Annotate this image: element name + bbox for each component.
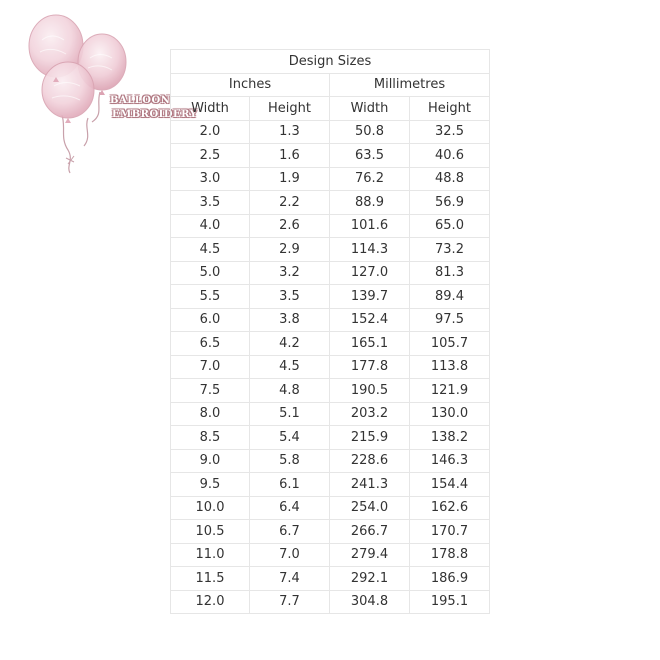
cell-mm-height: 178.8 (410, 543, 490, 567)
table-row (171, 261, 490, 285)
balloons-icon (22, 10, 152, 175)
cell-mm-width: 177.8 (330, 355, 410, 379)
table-row (171, 449, 490, 473)
cell-inches-width: 6.0 (171, 308, 250, 332)
table-row (171, 496, 490, 520)
cell-mm-height: 170.7 (410, 520, 490, 544)
design-sizes-table (170, 49, 490, 614)
cell-inches-height: 2.2 (250, 191, 330, 215)
cell-inches-height: 1.3 (250, 120, 330, 144)
cell-inches-height: 1.6 (250, 144, 330, 168)
table-row (171, 543, 490, 567)
cell-inches-width: 2.5 (171, 144, 250, 168)
cell-mm-width: 127.0 (330, 261, 410, 285)
cell-mm-width: 139.7 (330, 285, 410, 309)
cell-inches-width: 4.5 (171, 238, 250, 262)
cell-inches-height: 6.1 (250, 473, 330, 497)
cell-mm-height: 113.8 (410, 355, 490, 379)
cell-mm-width: 50.8 (330, 120, 410, 144)
cell-mm-height: 195.1 (410, 590, 490, 614)
cell-inches-width: 5.0 (171, 261, 250, 285)
cell-mm-width: 254.0 (330, 496, 410, 520)
column-header-mm-height: Height (410, 97, 490, 121)
cell-mm-width: 101.6 (330, 214, 410, 238)
column-header-mm-width: Width (330, 97, 410, 121)
cell-mm-width: 203.2 (330, 402, 410, 426)
cell-mm-width: 190.5 (330, 379, 410, 403)
cell-inches-height: 5.8 (250, 449, 330, 473)
cell-mm-width: 266.7 (330, 520, 410, 544)
cell-mm-width: 76.2 (330, 167, 410, 191)
cell-inches-height: 2.6 (250, 214, 330, 238)
cell-mm-width: 114.3 (330, 238, 410, 262)
table-row (171, 473, 490, 497)
cell-mm-width: 292.1 (330, 567, 410, 591)
cell-inches-height: 1.9 (250, 167, 330, 191)
cell-mm-height: 40.6 (410, 144, 490, 168)
cell-mm-width: 165.1 (330, 332, 410, 356)
cell-inches-height: 4.2 (250, 332, 330, 356)
cell-inches-height: 7.4 (250, 567, 330, 591)
cell-mm-height: 65.0 (410, 214, 490, 238)
cell-inches-width: 11.5 (171, 567, 250, 591)
cell-mm-width: 152.4 (330, 308, 410, 332)
cell-inches-width: 11.0 (171, 543, 250, 567)
logo-text-top: BALLOON (110, 95, 171, 106)
cell-inches-width: 9.5 (171, 473, 250, 497)
table-row (171, 214, 490, 238)
cell-inches-width: 8.0 (171, 402, 250, 426)
cell-mm-width: 88.9 (330, 191, 410, 215)
cell-inches-width: 6.5 (171, 332, 250, 356)
cell-mm-height: 81.3 (410, 261, 490, 285)
cell-mm-height: 97.5 (410, 308, 490, 332)
cell-mm-width: 304.8 (330, 590, 410, 614)
cell-mm-height: 73.2 (410, 238, 490, 262)
cell-mm-height: 121.9 (410, 379, 490, 403)
cell-inches-width: 7.0 (171, 355, 250, 379)
cell-inches-width: 10.5 (171, 520, 250, 544)
cell-inches-width: 10.0 (171, 496, 250, 520)
cell-inches-width: 8.5 (171, 426, 250, 450)
cell-inches-height: 3.2 (250, 261, 330, 285)
cell-inches-width: 5.5 (171, 285, 250, 309)
cell-inches-height: 2.9 (250, 238, 330, 262)
table-row (171, 144, 490, 168)
column-header-inches-width: Width (171, 97, 250, 121)
cell-inches-height: 3.8 (250, 308, 330, 332)
column-header-inches-height: Height (250, 97, 330, 121)
table-row (171, 308, 490, 332)
table-row (171, 567, 490, 591)
cell-inches-height: 5.1 (250, 402, 330, 426)
cell-inches-height: 7.0 (250, 543, 330, 567)
cell-mm-height: 146.3 (410, 449, 490, 473)
cell-mm-height: 138.2 (410, 426, 490, 450)
cell-inches-width: 12.0 (171, 590, 250, 614)
balloon-embroidery-logo (22, 10, 198, 175)
table-row (171, 520, 490, 544)
cell-mm-height: 32.5 (410, 120, 490, 144)
logo-text-bottom: EMBROIDERY (112, 109, 198, 120)
table-body (171, 120, 490, 614)
cell-mm-height: 154.4 (410, 473, 490, 497)
cell-inches-width: 3.0 (171, 167, 250, 191)
table-row (171, 402, 490, 426)
table-row (171, 355, 490, 379)
table-row (171, 120, 490, 144)
cell-inches-width: 3.5 (171, 191, 250, 215)
cell-inches-height: 7.7 (250, 590, 330, 614)
cell-mm-height: 186.9 (410, 567, 490, 591)
table-row (171, 238, 490, 262)
cell-inches-width: 7.5 (171, 379, 250, 403)
cell-mm-height: 89.4 (410, 285, 490, 309)
cell-inches-height: 4.5 (250, 355, 330, 379)
cell-mm-height: 130.0 (410, 402, 490, 426)
table-row (171, 167, 490, 191)
cell-mm-width: 228.6 (330, 449, 410, 473)
cell-inches-height: 6.7 (250, 520, 330, 544)
table-row (171, 332, 490, 356)
cell-inches-height: 5.4 (250, 426, 330, 450)
cell-inches-width: 4.0 (171, 214, 250, 238)
cell-inches-width: 2.0 (171, 120, 250, 144)
group-header-inches: Inches (171, 73, 330, 97)
cell-inches-height: 6.4 (250, 496, 330, 520)
cell-mm-height: 56.9 (410, 191, 490, 215)
cell-mm-width: 241.3 (330, 473, 410, 497)
table-title: Design Sizes (171, 50, 490, 74)
table-row (171, 285, 490, 309)
cell-mm-width: 215.9 (330, 426, 410, 450)
cell-inches-height: 4.8 (250, 379, 330, 403)
table-row (171, 379, 490, 403)
group-header-millimetres: Millimetres (330, 73, 490, 97)
cell-mm-height: 162.6 (410, 496, 490, 520)
cell-inches-height: 3.5 (250, 285, 330, 309)
table-row (171, 590, 490, 614)
table-row (171, 426, 490, 450)
cell-mm-height: 105.7 (410, 332, 490, 356)
table-row (171, 191, 490, 215)
cell-mm-width: 63.5 (330, 144, 410, 168)
cell-mm-width: 279.4 (330, 543, 410, 567)
cell-inches-width: 9.0 (171, 449, 250, 473)
cell-mm-height: 48.8 (410, 167, 490, 191)
